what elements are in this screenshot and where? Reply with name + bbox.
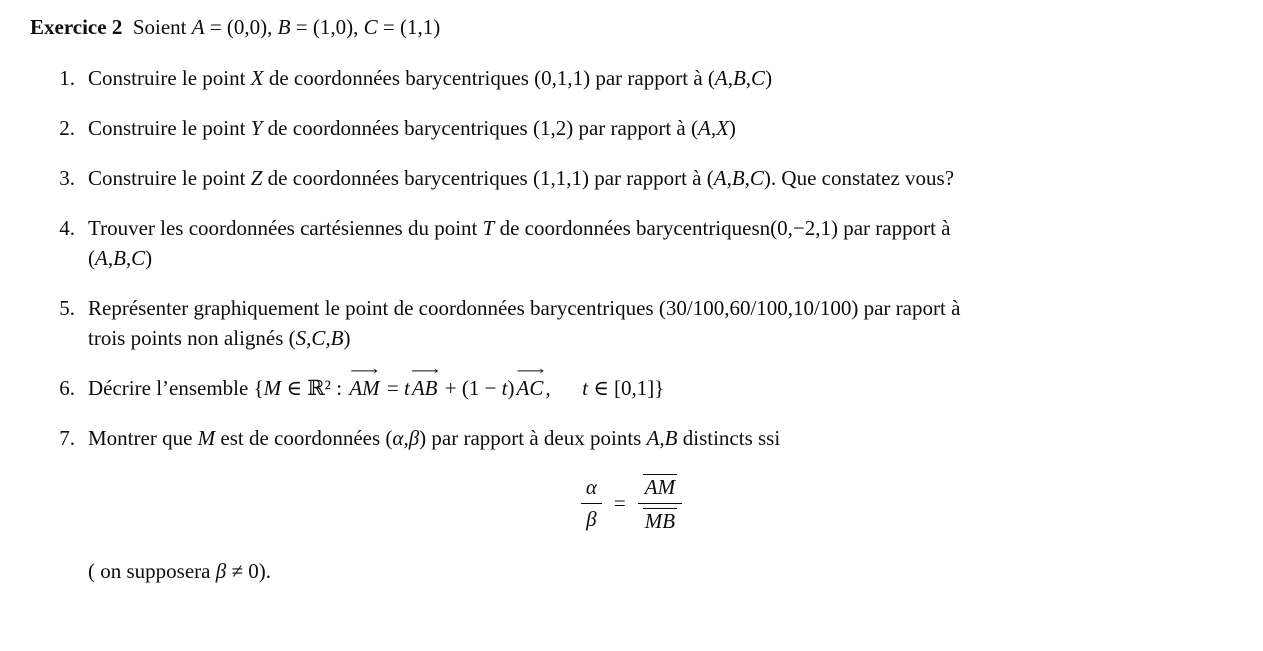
exercise-title <box>30 12 1233 42</box>
text-segment: Construire le point <box>88 116 251 140</box>
item-line <box>88 113 736 143</box>
text-segment: Trouver les coordonnées cartésiennes du point <box>88 216 483 240</box>
text-segment: ) <box>145 246 153 270</box>
text-segment: t <box>501 376 508 400</box>
item-body <box>88 113 736 143</box>
exercise-item <box>30 213 1233 273</box>
text-segment: = (1,0), <box>290 15 364 39</box>
item-line <box>88 243 951 273</box>
item-body <box>88 213 951 273</box>
text-segment: A,B,C <box>95 246 146 270</box>
text-segment: de coordonnées barycentriques (1,1,1) par rapport à ( <box>262 166 714 190</box>
item-body <box>88 293 960 353</box>
text-segment: M <box>197 426 216 450</box>
equation <box>30 473 1233 534</box>
text-segment: trois points non alignés ( <box>88 326 296 350</box>
vector-am-notation: ⟶ AM <box>349 373 379 403</box>
item-body <box>88 163 954 193</box>
exercise-item <box>30 163 1233 193</box>
text-segment: de coordonnées barycentriquesn(0,−2,1) par rapport à <box>494 216 951 240</box>
item-number: 3. <box>59 166 75 190</box>
signed-measure-am: AM <box>644 475 676 499</box>
text-segment: α,β <box>392 426 420 450</box>
item-body <box>88 63 772 93</box>
item-number: 5. <box>59 296 75 320</box>
alpha-numerator: α <box>581 475 602 504</box>
vector-ab-notation: ⟶ AB <box>412 373 438 403</box>
item-number: 1. <box>59 66 75 90</box>
text-segment: = (1,1) <box>377 15 441 39</box>
item-number: 6. <box>59 376 75 400</box>
item-body <box>88 373 664 403</box>
text-segment: S,C,B <box>295 326 344 350</box>
text-segment: A,X <box>698 116 729 140</box>
text-segment: Montrer que <box>88 426 198 450</box>
item-line <box>88 373 664 403</box>
equals-sign: = <box>613 491 626 516</box>
item-line <box>88 323 960 353</box>
text-segment: distincts ssi <box>677 426 781 450</box>
text-segment: = <box>381 376 404 400</box>
text-segment: ) <box>728 116 736 140</box>
text-segment: A,B,C <box>714 66 766 90</box>
vector-ac-notation: ⟶ AC <box>517 373 544 403</box>
text-segment: Décrire l’ensemble { <box>88 376 264 400</box>
item-line <box>88 63 772 93</box>
text-segment: ∈ [0,1]} <box>587 376 665 400</box>
text-segment: M <box>263 376 282 400</box>
text-segment: ). Que constatez vous? <box>763 166 955 190</box>
am-numerator <box>638 473 682 504</box>
text-segment: Représenter graphiquement le point de coordonnées barycentriques (30/100,60/100,10/100) par raport à <box>88 296 961 320</box>
item-number: 7. <box>59 426 75 450</box>
text-segment: Exercice 2 <box>30 15 123 39</box>
item-body <box>88 423 780 453</box>
item-line <box>88 423 780 453</box>
item-number: 4. <box>59 216 75 240</box>
text-segment: de coordonnées barycentriques (0,1,1) par rapport à ( <box>263 66 715 90</box>
text-segment: est de coordonnées ( <box>215 426 393 450</box>
text-segment: A,B,C <box>713 166 764 190</box>
text-segment: Z <box>250 166 263 190</box>
text-segment: ∈ ℝ² : <box>281 376 348 400</box>
item-line <box>88 213 951 243</box>
text-segment: ) <box>765 66 773 90</box>
text-segment: β <box>215 559 227 584</box>
exercise-item <box>30 113 1233 143</box>
text-segment: = (0,0), <box>204 15 278 39</box>
mb-denominator <box>638 504 682 534</box>
beta-denominator: β <box>586 507 597 532</box>
text-segment: A <box>191 15 205 39</box>
item-number: 2. <box>59 116 75 140</box>
text-segment: A,B <box>646 426 678 450</box>
exercise-item <box>30 63 1233 93</box>
text-segment: ) <box>507 376 515 400</box>
signed-measure-mb: MB <box>644 509 676 534</box>
text-segment: , <box>545 376 583 400</box>
item-line <box>88 163 954 193</box>
exercise-item <box>30 423 1233 453</box>
fraction-alpha-beta <box>581 475 602 532</box>
text-segment: t <box>403 376 410 400</box>
exercise-item <box>30 373 1233 403</box>
text-segment: ) <box>343 326 351 350</box>
item-line <box>88 293 960 323</box>
text-segment: B <box>277 15 291 39</box>
text-segment: t <box>582 376 588 400</box>
text-segment: ( on supposera <box>88 559 216 584</box>
text-segment: de coordonnées barycentriques (1,2) par rapport à ( <box>262 116 698 140</box>
text-segment: ) par rapport à deux points <box>419 426 647 450</box>
text-segment: Y <box>250 116 263 140</box>
text-segment: C <box>363 15 378 39</box>
text-segment: Construire le point <box>88 166 251 190</box>
text-segment: Construire le point <box>88 66 251 90</box>
text-segment: ≠ 0). <box>226 559 271 584</box>
text-segment: X <box>250 66 264 90</box>
text-segment: + (1 − <box>439 376 502 400</box>
text-segment: T <box>482 216 495 240</box>
text-segment: Soient <box>122 15 192 39</box>
assumption-note <box>88 556 1233 586</box>
exercise-item <box>30 293 1233 353</box>
text-segment: ( <box>88 246 95 270</box>
fraction-am-mb <box>638 473 682 534</box>
exercise-list <box>30 63 1233 453</box>
